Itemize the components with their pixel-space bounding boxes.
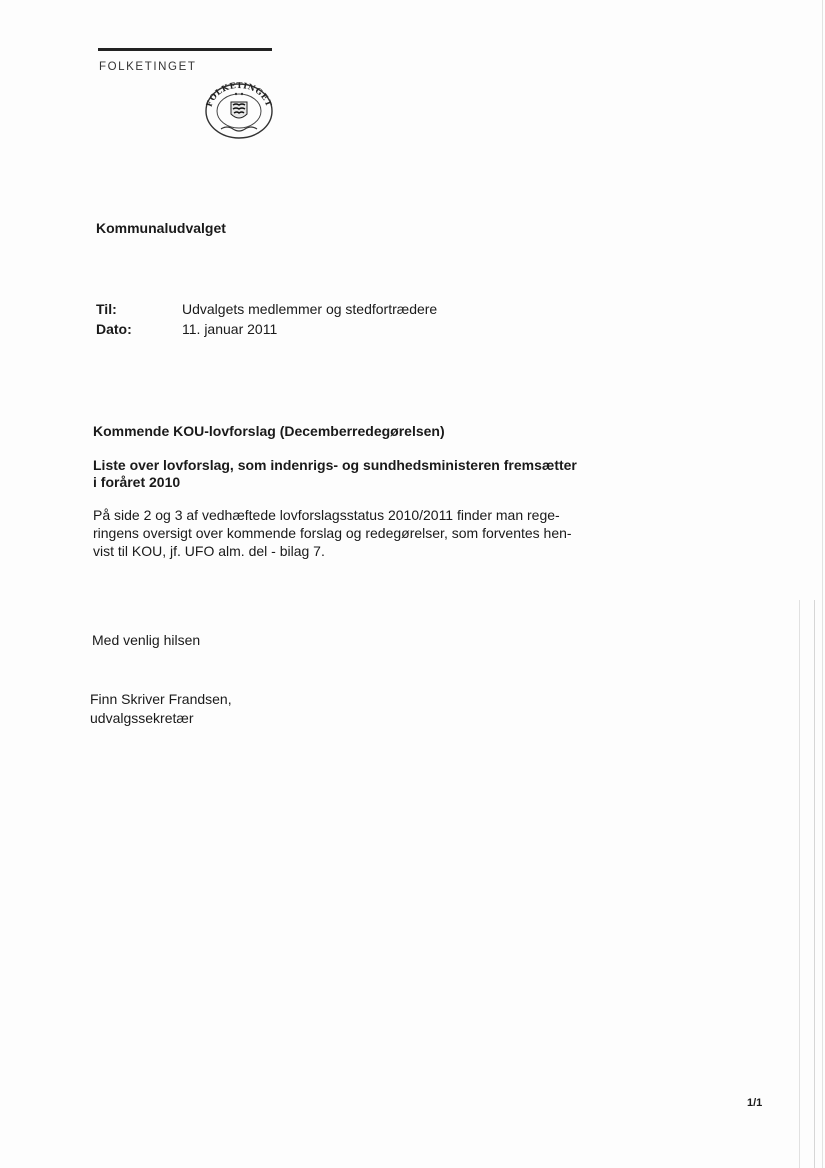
page-number: 1/1: [747, 1097, 763, 1109]
body-line: På side 2 og 3 af vedhæftede lovforslagsstatus 2010/2011 finder man rege-: [93, 507, 560, 523]
closing-greeting: Med venlig hilsen: [92, 632, 201, 648]
date-label: Dato:: [96, 321, 132, 337]
folketinget-seal-icon: [203, 80, 275, 140]
date-row: [96, 319, 437, 339]
memo-meta: [96, 299, 437, 339]
recipient-value: Udvalgets medlemmer og stedfortrædere: [182, 301, 438, 317]
signature-title: udvalgssekretær: [90, 710, 194, 726]
date-value: 11. januar 2011: [182, 321, 278, 337]
subheading-line: i foråret 2010: [93, 474, 181, 490]
body-line: vist til KOU, jf. UFO alm. del - bilag 7.: [93, 543, 325, 559]
body-paragraph: [93, 506, 572, 560]
document-heading: Kommende KOU-lovforslag (Decemberredegørelsen): [93, 423, 445, 439]
document-subheading: [93, 457, 593, 491]
recipient-label: Til:: [96, 301, 117, 317]
body-line: ringens oversigt over kommende forslag og redegørelser, som forventes hen-: [93, 525, 572, 541]
seal-lettering: FOLKETINGET: [203, 80, 275, 109]
recipient-row: [96, 299, 437, 319]
subheading-line: Liste over lovforslag, som indenrigs- og sundhedsministeren fremsætter: [93, 457, 577, 473]
committee-name: Kommunaludvalget: [96, 220, 226, 236]
scan-artifact: [822, 0, 823, 1168]
signature-block: [90, 690, 232, 728]
signature-name: Finn Skriver Frandsen,: [90, 691, 232, 707]
header-rule: [98, 48, 272, 51]
organization-name: FOLKETINGET: [99, 61, 197, 73]
scan-artifact: [799, 600, 815, 1168]
